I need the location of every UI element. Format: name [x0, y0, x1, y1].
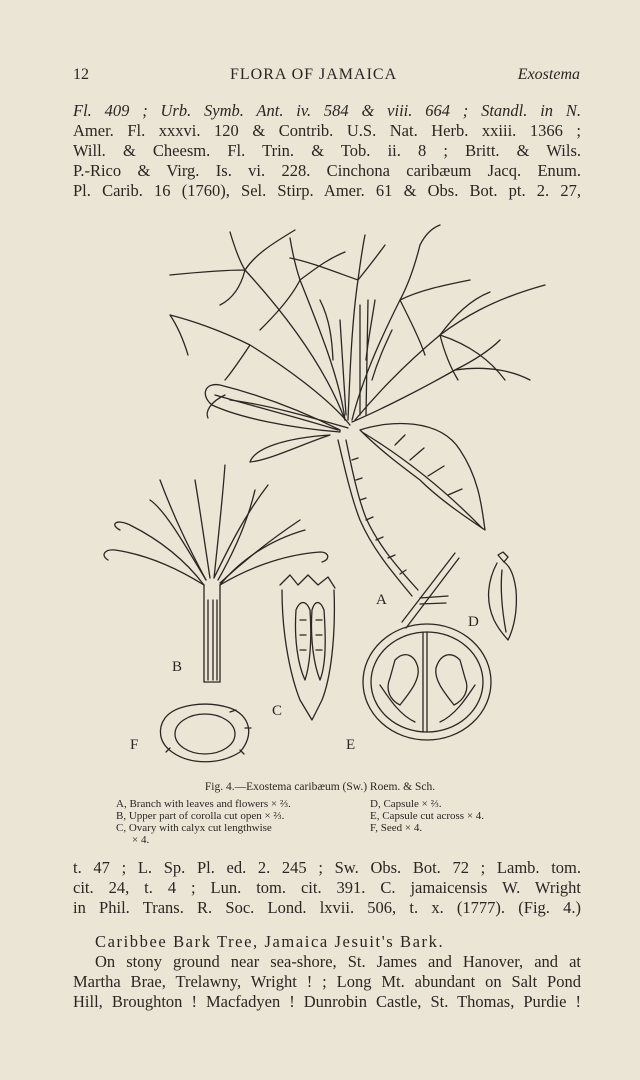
- reference-line: t. 47 ; L. Sp. Pl. ed. 2. 245 ; Sw. Obs. Bot. 72 ; Lamb. tom.: [73, 858, 581, 877]
- figure-label-e: E: [346, 737, 356, 753]
- legend-item: E, Capsule cut across × 4.: [370, 810, 485, 822]
- reference-line: cit. 24, t. 4 ; Lun. tom. cit. 391. C. jamaicensis W. Wright: [73, 878, 581, 897]
- figure-label-f: F: [130, 737, 139, 753]
- figure-e-capsule-section: [363, 624, 491, 740]
- running-title: FLORA OF JAMAICA: [230, 66, 398, 83]
- legend-item: B, Upper part of corolla cut open × ⅔.: [116, 810, 285, 822]
- species-notes: [73, 932, 581, 1012]
- common-names: Caribbee Bark Tree, Jamaica Jesuit's Bark.: [95, 932, 445, 951]
- figure-legend-left: [116, 798, 291, 846]
- figure-d-capsule: [489, 552, 517, 640]
- locality-line: Hill, Broughton ! Macfadyen ! Dunrobin Castle, St. Thomas, Purdie !: [73, 992, 581, 1011]
- legend-item: F, Seed × 4.: [370, 822, 423, 834]
- figure-c-ovary: [280, 575, 335, 720]
- legend-item: A, Branch with leaves and flowers × ⅔.: [116, 798, 291, 810]
- legend-item: × 4.: [132, 834, 150, 846]
- figure-label-d: D: [468, 614, 479, 630]
- figure-f-seed: [160, 704, 251, 762]
- reference-line: Fl. 409 ; Urb. Symb. Ant. iv. 584 & viii. 664 ; Standl. in N.: [73, 101, 581, 120]
- reference-line: Will. & Cheesm. Fl. Trin. & Tob. ii. 8 ; Britt. & Wils.: [73, 141, 581, 160]
- figure-label-b: B: [172, 659, 183, 675]
- figure-a-branch: [170, 225, 545, 628]
- reference-line: Amer. Fl. xxxvi. 120 & Contrib. U.S. Nat. Herb. xxiii. 1366 ;: [73, 121, 581, 140]
- figure-label-a: A: [376, 592, 387, 608]
- locality-line: On stony ground near sea-shore, St. James and Hanover, and at: [95, 952, 581, 971]
- genus-header: Exostema: [517, 66, 580, 83]
- page-number: 12: [73, 66, 89, 83]
- reference-line: P.-Rico & Virg. Is. vi. 228. Cinchona caribæum Jacq. Enum.: [73, 161, 581, 180]
- figure-label-c: C: [272, 703, 283, 719]
- locality-line: Martha Brae, Trelawny, Wright ! ; Long Mt. abundant on Salt Pond: [73, 972, 581, 991]
- figure-legend-right: [370, 798, 484, 834]
- references-bottom: [73, 858, 581, 918]
- figure-b-corolla: [104, 465, 328, 682]
- reference-line: in Phil. Trans. R. Soc. Lond. lxvii. 506, t. x. (1777). (Fig. 4.): [73, 898, 581, 917]
- legend-item: D, Capsule × ⅔.: [370, 798, 442, 810]
- legend-item: C, Ovary with calyx cut lengthwise: [116, 822, 272, 834]
- reference-line: Pl. Carib. 16 (1760), Sel. Stirp. Amer. 61 & Obs. Bot. pt. 2. 27,: [73, 181, 581, 200]
- figure-caption: Fig. 4.—Exostema caribæum (Sw.) Roem. & Sch.: [204, 781, 436, 793]
